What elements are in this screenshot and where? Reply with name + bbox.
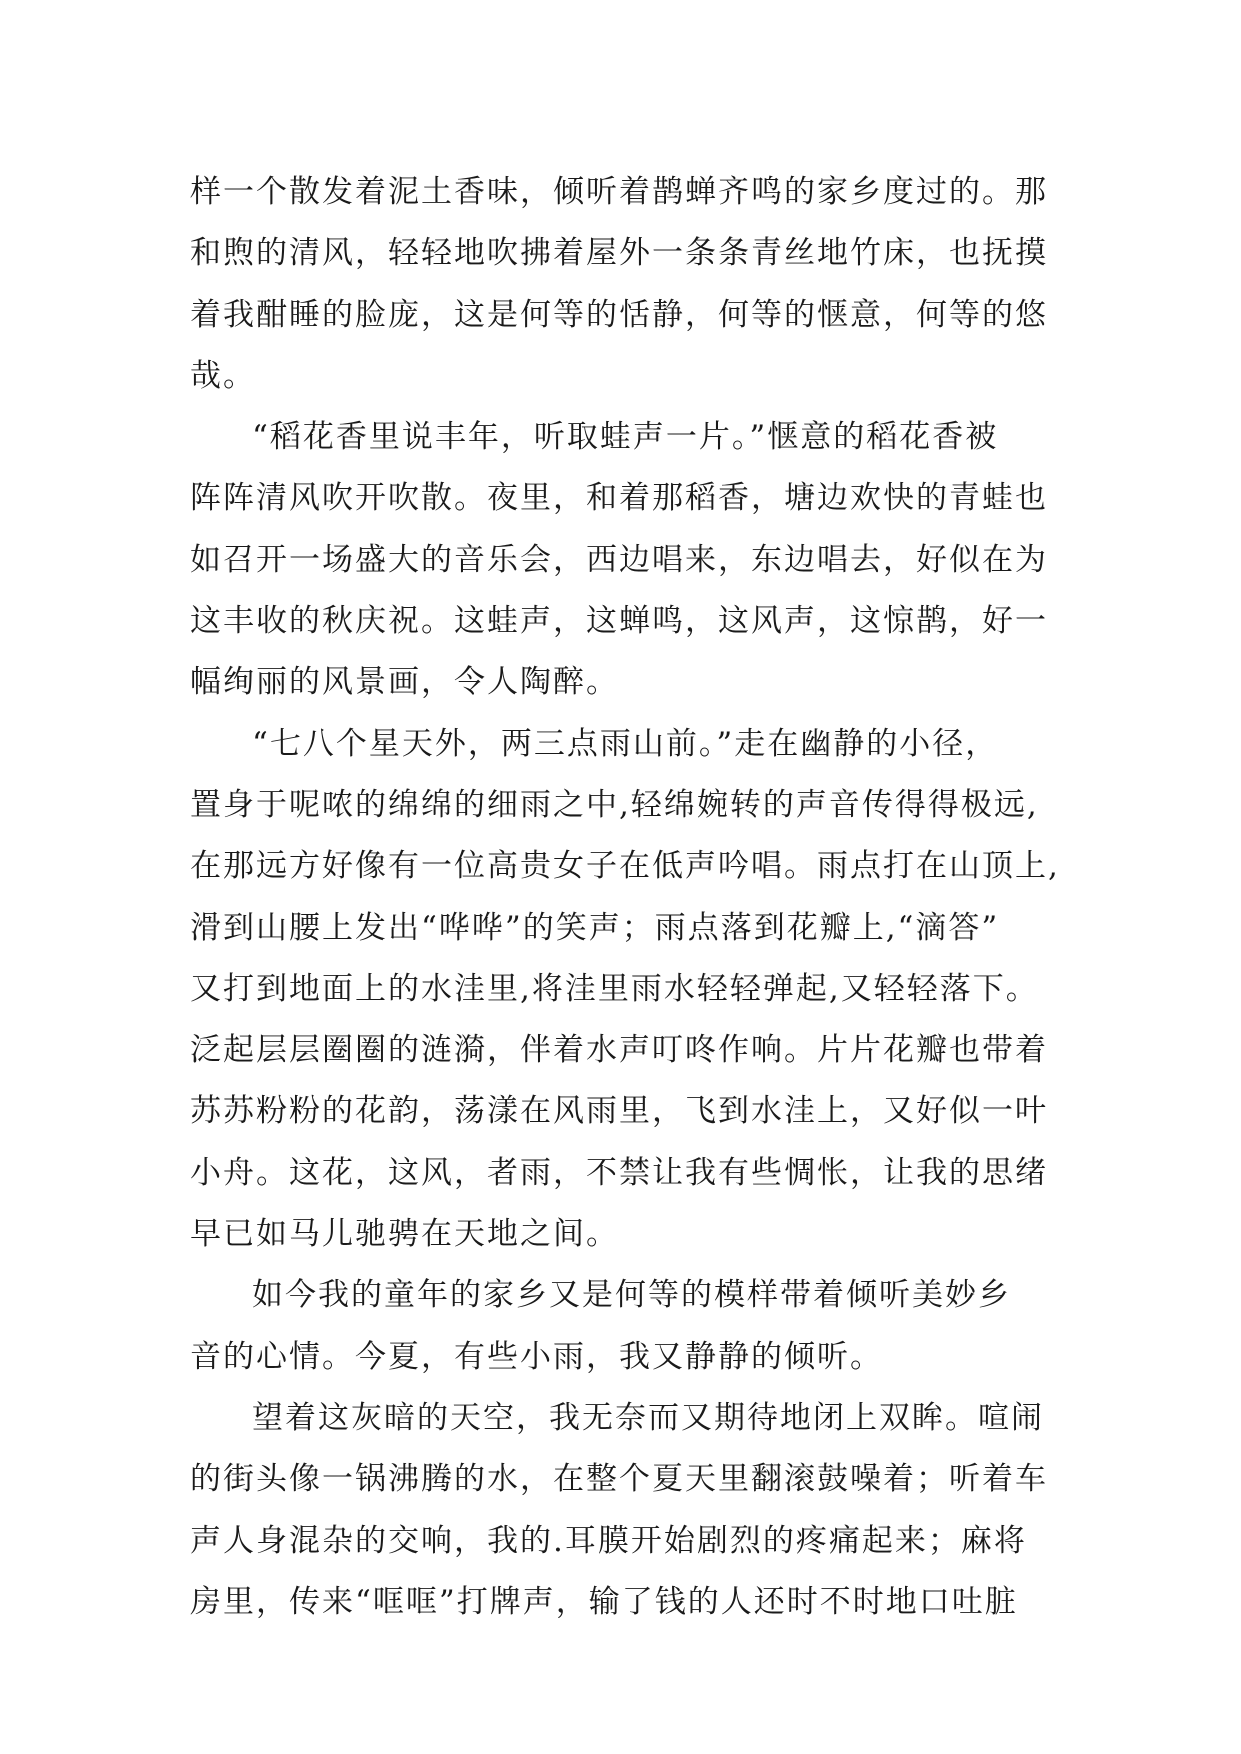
text-line: 在那远方好像有一位高贵女子在低声吟唱。雨点打在山顶上, (190, 848, 1060, 885)
text-line: 滑到山腰上发出“哗哗”的笑声；雨点落到花瓣上,“滴答” (190, 909, 1000, 946)
text-line: 置身于呢哝的绵绵的细雨之中,轻绵婉转的声音传得得极远, (190, 786, 1039, 823)
paragraph-first-line: 望着这灰暗的天空，我无奈而又期待地闭上双眸。喧闹 (252, 1399, 1044, 1436)
text-line: 声人身混杂的交响，我的.耳膜开始剧烈的疼痛起来；麻将 (190, 1522, 1027, 1559)
paragraph-first-line: “七八个星天外，两三点雨山前。”走在幽静的小径， (252, 725, 999, 762)
text-line: 苏苏粉粉的花韵，荡漾在风雨里，飞到水洼上，又好似一叶 (190, 1093, 1048, 1130)
text-line: 阵阵清风吹开吹散。夜里，和着那稻香，塘边欢快的青蛙也 (190, 480, 1048, 517)
text-line: 的街头像一锅沸腾的水，在整个夏天里翻滚鼓噪着；听着车 (190, 1461, 1048, 1498)
text-line: 又打到地面上的水洼里,将洼里雨水轻轻弹起,又轻轻落下。 (190, 970, 1039, 1007)
text-line: 小舟。这花，这风，者雨，不禁让我有些惆怅，让我的思绪 (190, 1154, 1048, 1191)
text-line: 样一个散发着泥土香味，倾听着鹊蝉齐鸣的家乡度过的。那 (190, 174, 1048, 210)
text-line: 和煦的清风，轻轻地吹拂着屋外一条条青丝地竹床，也抚摸 (190, 235, 1048, 272)
text-line: 音的心情。今夏，有些小雨，我又静静的倾听。 (190, 1338, 883, 1375)
text-line: 房里，传来“哐哐”打牌声，输了钱的人还时不时地口吐脏 (190, 1583, 1018, 1620)
text-line: 着我酣睡的脸庞，这是何等的恬静，何等的惬意，何等的悠 (190, 296, 1048, 333)
paragraph-first-line: 如今我的童年的家乡又是何等的模样带着倾听美妙乡 (252, 1277, 1011, 1314)
text-line: 幅绚丽的风景画，令人陶醉。 (190, 664, 619, 701)
text-line: 这丰收的秋庆祝。这蛙声，这蝉鸣，这风声，这惊鹊，好一 (190, 603, 1048, 640)
text-line: 哉。 (190, 357, 256, 394)
text-line: 如召开一场盛大的音乐会，西边唱来，东边唱去，好似在为 (190, 541, 1048, 578)
text-line: 泛起层层圈圈的涟漪，伴着水声叮咚作响。片片花瓣也带着 (190, 1032, 1048, 1069)
document-body (190, 162, 1060, 1633)
text-line: 早已如马儿驰骋在天地之间。 (190, 1216, 619, 1253)
paragraph-first-line: “稻花香里说丰年，听取蛙声一片。”惬意的稻花香被 (252, 419, 999, 456)
